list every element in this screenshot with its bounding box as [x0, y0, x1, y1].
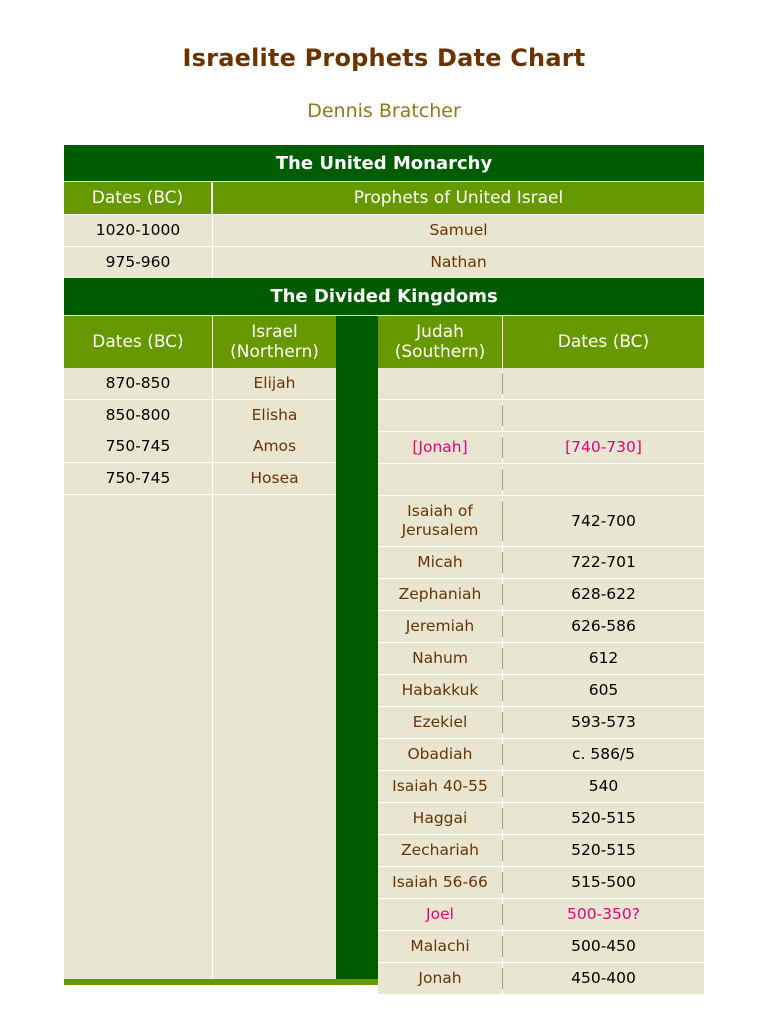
- israel-empty-area: [213, 495, 336, 979]
- judah-row-prophet: [Jonah]: [378, 432, 502, 463]
- judah-row-prophet: [378, 464, 502, 495]
- judah-row-dates: 628-622: [503, 579, 704, 610]
- judah-row-prophet: Jonah: [378, 963, 502, 994]
- israel-row-prophet: Amos: [213, 431, 336, 462]
- judah-row-prophet: Isaiah 56-66: [378, 867, 502, 898]
- israel-empty-area: [64, 495, 212, 979]
- divided-kingdoms-heading: The Divided Kingdoms: [64, 278, 704, 316]
- israel-row-dates: 750-745: [64, 431, 212, 462]
- united-col-dates-header: Dates (BC): [64, 182, 212, 214]
- judah-row-dates: 722-701: [503, 547, 704, 578]
- united-row-dates: 1020-1000: [64, 215, 212, 246]
- united-col-prophets-header: Prophets of United Israel: [213, 182, 704, 214]
- israel-row-prophet: Elijah: [213, 368, 336, 399]
- divided-col-dates-left-header: Dates (BC): [64, 316, 212, 368]
- page-author: Dennis Bratcher: [307, 100, 461, 122]
- judah-row-dates: 540: [503, 771, 704, 802]
- kingdom-separator: [336, 316, 378, 985]
- judah-row-prophet: Isaiah 40-55: [378, 771, 502, 802]
- united-monarchy-heading: The United Monarchy: [64, 145, 704, 182]
- israel-row-dates: 750-745: [64, 463, 212, 494]
- israel-row-prophet: Hosea: [213, 463, 336, 494]
- judah-row-dates: [503, 400, 704, 431]
- judah-row-dates: 626-586: [503, 611, 704, 642]
- judah-row-dates: c. 586/5: [503, 739, 704, 770]
- judah-row-dates: [740-730]: [503, 432, 704, 463]
- judah-row-prophet: Joel: [378, 899, 502, 930]
- judah-row-prophet: Jeremiah: [378, 611, 502, 642]
- judah-row-dates: 593-573: [503, 707, 704, 738]
- divided-col-israel-header: Israel (Northern): [213, 316, 336, 368]
- judah-row-prophet: Nahum: [378, 643, 502, 674]
- judah-row-dates: 500-350?: [503, 899, 704, 930]
- judah-row-prophet: Habakkuk: [378, 675, 502, 706]
- divided-col-dates-right-header: Dates (BC): [503, 316, 704, 368]
- divided-col-judah-header: Judah (Southern): [378, 316, 502, 368]
- judah-row-prophet: Haggai: [378, 803, 502, 834]
- united-row-prophet: Nathan: [213, 247, 704, 278]
- judah-row-dates: 500-450: [503, 931, 704, 962]
- judah-row-prophet: [378, 368, 502, 399]
- judah-row-prophet: Micah: [378, 547, 502, 578]
- judah-row-dates: [503, 464, 704, 495]
- judah-row-dates: 520-515: [503, 835, 704, 866]
- judah-row-dates: 520-515: [503, 803, 704, 834]
- judah-row-dates: 612: [503, 643, 704, 674]
- united-row-prophet: Samuel: [213, 215, 704, 246]
- judah-row-prophet: [378, 400, 502, 431]
- judah-row-dates: [503, 368, 704, 399]
- israel-row-dates: 870-850: [64, 368, 212, 399]
- judah-row-dates: 605: [503, 675, 704, 706]
- judah-row-prophet: Zephaniah: [378, 579, 502, 610]
- judah-row-prophet: Isaiah of Jerusalem: [378, 496, 502, 546]
- judah-row-dates: 742-700: [503, 496, 704, 546]
- judah-row-dates: 515-500: [503, 867, 704, 898]
- judah-row-prophet: Zechariah: [378, 835, 502, 866]
- judah-row-prophet: Obadiah: [378, 739, 502, 770]
- judah-row-prophet: Malachi: [378, 931, 502, 962]
- judah-row-dates: 450-400: [503, 963, 704, 994]
- israel-row-prophet: Elisha: [213, 400, 336, 431]
- page-title: Israelite Prophets Date Chart: [182, 44, 586, 72]
- judah-row-prophet: Ezekiel: [378, 707, 502, 738]
- israel-row-dates: 850-800: [64, 400, 212, 431]
- united-row-dates: 975-960: [64, 247, 212, 278]
